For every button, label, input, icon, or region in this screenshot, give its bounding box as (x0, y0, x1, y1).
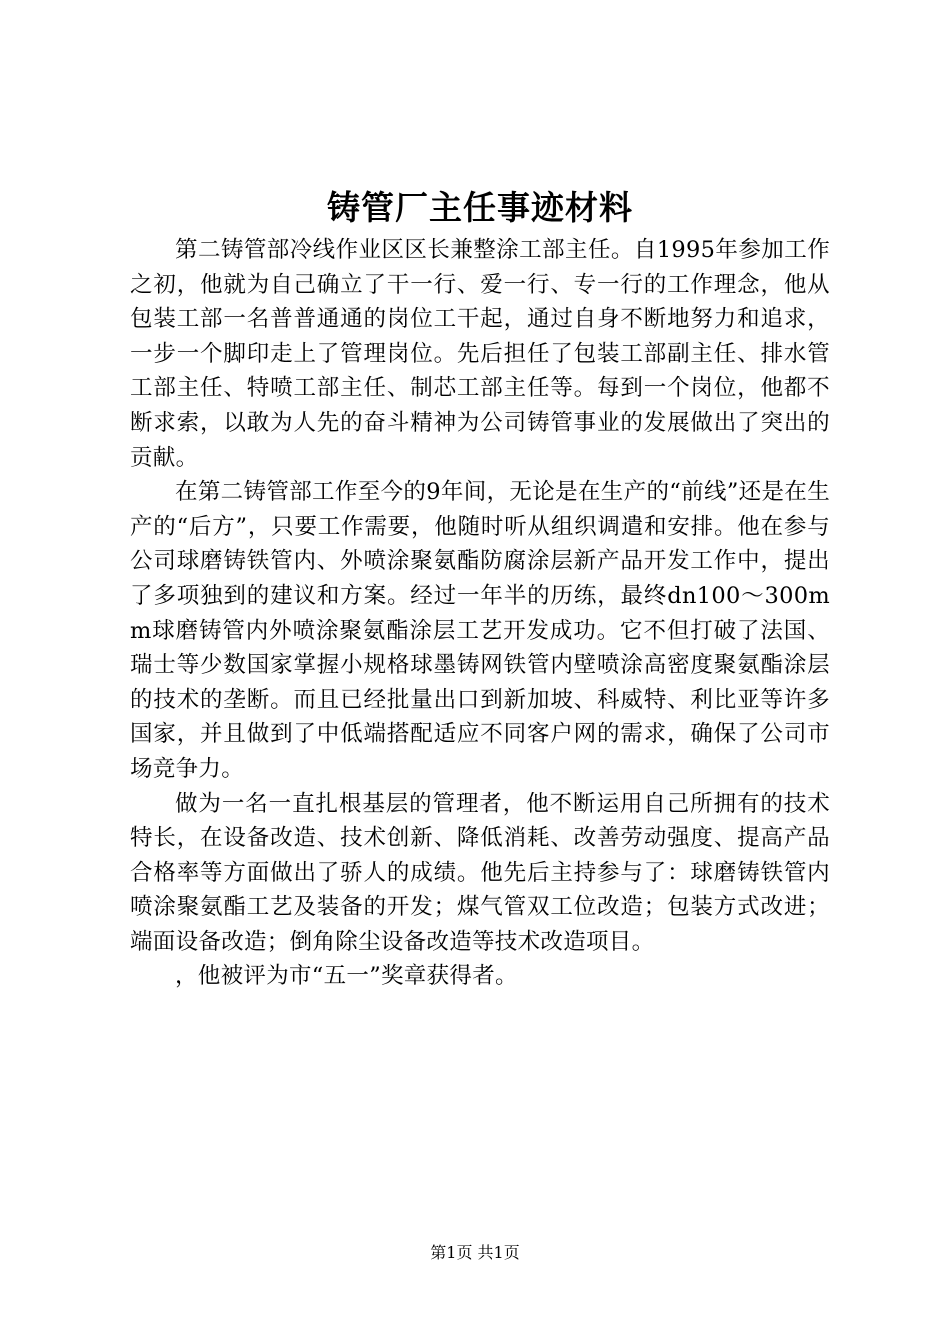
paragraph-1: 第二铸管部冷线作业区区长兼整涂工部主任。自1995年参加工作之初，他就为自己确立了干一行、爱一行、专一行的工作理念，他从包装工部一名普普通通的岗位工干起，通过自身不断地努力和追求，一步一个脚印走上了管理岗位。先后担任了包装工部副主任、排水管工部主任、特喷工部主任、制芯工部主任等。每到一个岗位，他都不断求索，以敢为人先的奋斗精神为公司铸管事业的发展做出了突出的贡献。 (130, 237, 830, 471)
paragraph-4: ，他被评为市“五一”奖章获得者。 (175, 963, 518, 990)
document-body (130, 233, 830, 994)
paragraph-2: 在第二铸管部工作至今的9年间，无论是在生产的“前线”还是在生产的“后方”，只要工作需要，他随时听从组织调遣和安排。他在参与公司球磨铸铁管内、外喷涂聚氨酯防腐涂层新产品开发工作中，提出了多项独到的建议和方案。经过一年半的历练，最终dn100～300mm球磨铸管内外喷涂聚氨酯涂层工艺开发成功。它不但打破了法国、瑞士等少数国家掌握小规格球墨铸网铁管内壁喷涂高密度聚氨酯涂层的技术的垄断。而且已经批量出口到新加坡、科威特、利比亚等许多国家，并且做到了中低端搭配适应不同客户网的需求，确保了公司市场竞争力。 (130, 479, 830, 782)
paragraph-3: 做为一名一直扎根基层的管理者，他不断运用自己所拥有的技术特长，在设备改造、技术创新、降低消耗、改善劳动强度、提高产品合格率等方面做出了骄人的成绩。他先后主持参与了：球磨铸铁管内喷涂聚氨酯工艺及装备的开发；煤气管双工位改造；包装方式改进；端面设备改造；倒角除尘设备改造等技术改造项目。 (130, 790, 830, 955)
document-title: 铸管厂主任事迹材料 (327, 188, 633, 227)
page-footer: 第1页 共1页 (430, 1243, 520, 1262)
